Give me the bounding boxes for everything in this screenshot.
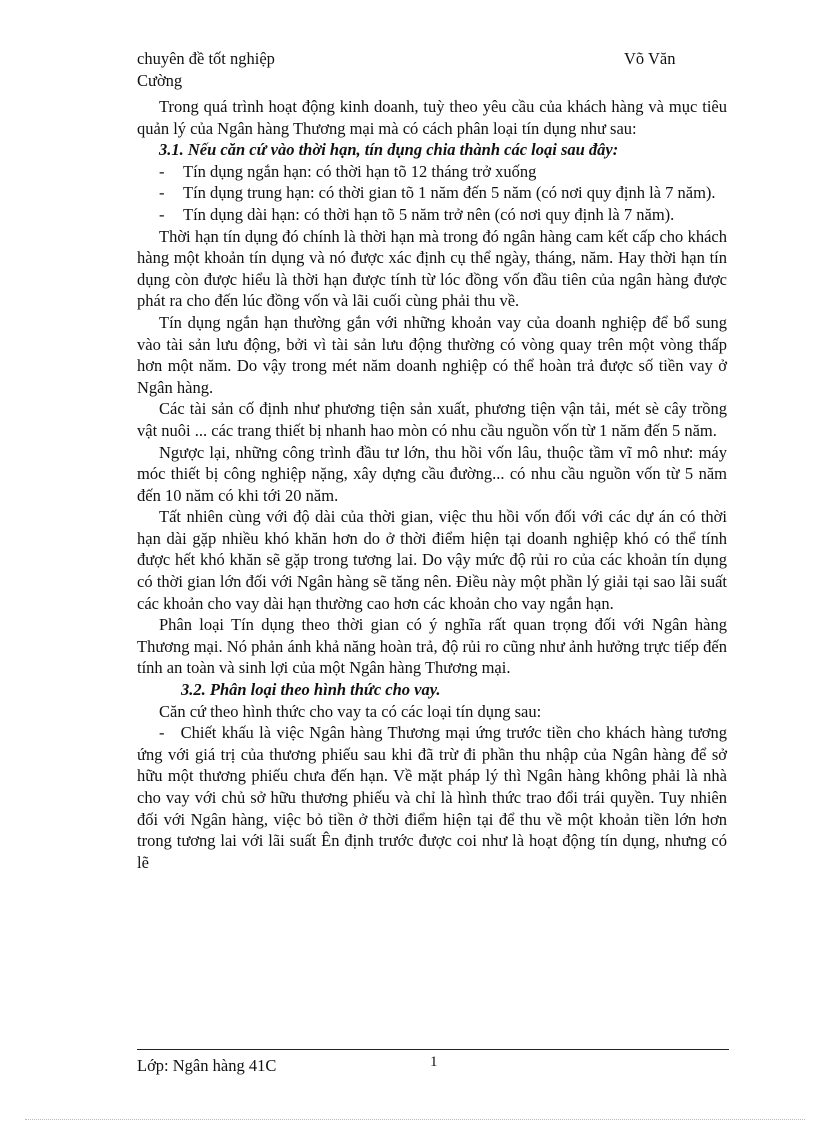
body-paragraph: Tín dụng ngắn hạn thường gắn với những khoản vay của doanh nghiệp để bổ sung vào tài sản lưu động, bởi vì tài sản lưu động thường có vòng quay trên một vòng thấp hơn một năm. Do vậy trong mét năm doanh nghiệp có thể hoàn trả được số tiền vay ở Ngân hàng. [137, 312, 727, 397]
page-number: 1 [430, 1054, 438, 1070]
section-heading-3-1: 3.1. Nếu căn cứ vào thời hạn, tín dụng chia thành các loại sau đây: [159, 140, 619, 160]
list-item: - Tín dụng trung hạn: có thời gian tõ 1 năm đến 5 năm (có nơi quy định là 7 năm). [159, 183, 716, 203]
footer-class: Lớp: Ngân hàng 41C [137, 1056, 277, 1075]
header-title: chuyên đề tốt nghiệp [137, 49, 275, 68]
body-paragraph: Các tài sản cố định như phương tiện sản xuất, phương tiện vận tải, mét sè cây trồng vật nuôi ... các trang thiết bị nhanh hao mòn có nhu cầu nguồn vốn từ 1 năm đến 5 năm. [137, 399, 727, 440]
body-paragraph: Ngược lại, những công trình đầu tư lớn, thu hồi vốn lâu, thuộc tầm vĩ mô như: máy móc thiết bị công nghiệp nặng, xây dựng cầu đường... có nhu cầu nguồn vốn từ 5 năm đến 10 năm có khi tới 20 năm. [137, 442, 727, 505]
body-paragraph: Thời hạn tín dụng đó chính là thời hạn mà trong đó ngân hàng cam kết cấp cho khách hàng một khoản tín dụng và nó được xác định cụ thể ngày, tháng, năm. Hay thời hạn tín dụng còn được hiểu là thời hạn được tính từ lóc đồng vốn đầu tiên của ngân hàng được phát ra cho đến lúc đồng vốn và lãi cuối cùng phải thu về. [137, 226, 727, 311]
document-body [137, 96, 727, 873]
section-intro: Căn cứ theo hình thức cho vay ta có các loại tín dụng sau: [159, 701, 542, 721]
header-author: Võ Văn [624, 49, 676, 68]
page-edge-divider [25, 1119, 805, 1120]
list-item: - Tín dụng dài hạn: có thời hạn tõ 5 năm trở nên (có nơi quy định là 7 năm). [159, 204, 675, 224]
footer-divider [137, 1049, 729, 1050]
body-paragraph: Tất nhiên cùng với độ dài của thời gian, việc thu hồi vốn đối với các dự án có thời hạn dài gặp nhiều khó khăn hơn do ở thời điểm hiện tại doanh nghiệp khó có thể tính được hết khó khăn sẽ gặp trong tương lai. Do vậy mức độ rủi ro của các khoản tín dụng có thời gian lớn đối với Ngân hàng sẽ tăng nên. Điều này một phần lý giải tại sao lãi suất các khoản cho vay dài hạn thường cao hơn các khoản cho vay ngắn hạn. [137, 507, 727, 613]
section-heading-3-2: 3.2. Phân loại theo hình thức cho vay. [181, 680, 441, 700]
list-item: - Tín dụng ngắn hạn: có thời hạn tõ 12 tháng trở xuống [159, 161, 537, 181]
list-item: - Chiết khấu là việc Ngân hàng Thương mại ứng trước tiền cho khách hàng tương ứng với giá trị của thương phiếu sau khi đã trừ đi phần thu nhập của Ngân hàng để sở hữu một thương phiếu chưa đến hạn. Về mặt pháp lý thì Ngân hàng không phải là nhà cho vay với chủ sở hữu thương phiếu và chỉ là hình thức trao đổi trái quyền. Tuy nhiên đối với Ngân hàng, việc bỏ tiền ở thời điểm hiện tại để thu về một khoản tiền lớn hơn trong tương lai với lãi suất Ên định trước được coi như là hoạt động tín dụng, nhưng có lẽ [137, 723, 728, 872]
body-paragraph: Phân loại Tín dụng theo thời gian có ý nghĩa rất quan trọng đối với Ngân hàng Thương mại. Nó phản ánh khả năng hoàn trả, độ rủi ro cũng như ảnh hưởng trực tiếp đến tính an toàn và sinh lợi của một Ngân hàng Thương mại. [137, 615, 727, 678]
header-author-continuation: Cường [137, 71, 183, 90]
intro-paragraph: Trong quá trình hoạt động kinh doanh, tuỳ theo yêu cầu của khách hàng và mục tiêu quản lý của Ngân hàng Thương mại mà có cách phân loại tín dụng như sau: [137, 97, 727, 138]
